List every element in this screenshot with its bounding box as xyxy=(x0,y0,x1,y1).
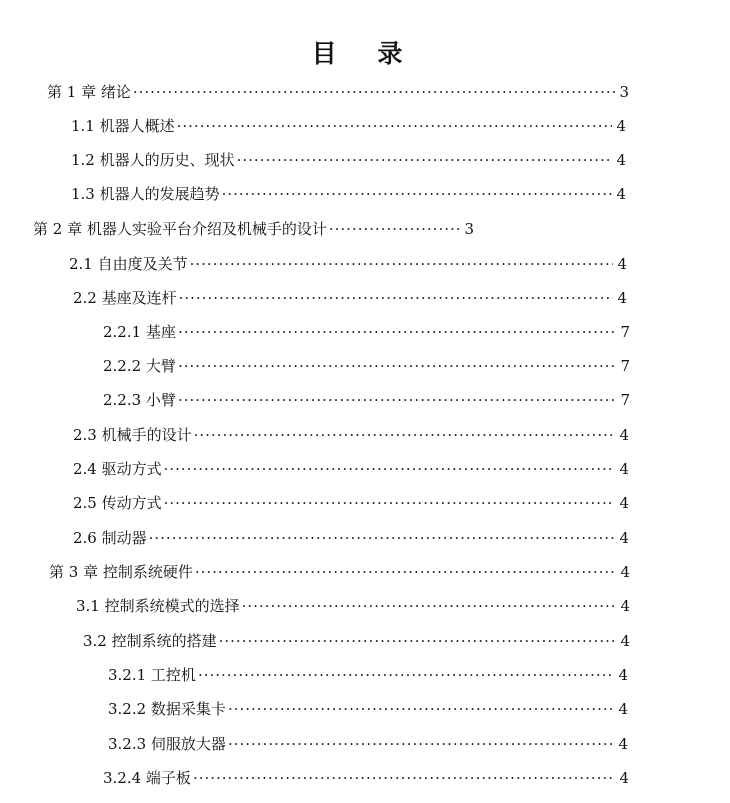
toc-entry-3-2-2[interactable] xyxy=(108,698,628,720)
toc-entry-label: 3.2 控制系统的搭建 xyxy=(83,632,217,650)
toc-entry-page: 7 xyxy=(620,357,630,375)
toc-entry-1-2[interactable] xyxy=(71,149,626,171)
toc-entry-label: 3.1 控制系统模式的选择 xyxy=(76,597,240,615)
toc-entry-chapter-3[interactable] xyxy=(49,561,630,583)
toc-entry-page: 4 xyxy=(618,700,628,718)
toc-entry-label: 2.6 制动器 xyxy=(73,529,147,547)
toc-leader-dots xyxy=(164,492,615,514)
toc-entry-page: 4 xyxy=(618,666,628,684)
toc-entry-label: 2.2 基座及连杆 xyxy=(73,289,177,307)
toc-leader-dots xyxy=(228,733,614,755)
toc-entry-label: 2.4 驱动方式 xyxy=(73,460,162,478)
toc-entry-page: 4 xyxy=(616,117,626,135)
toc-title: 目 录 xyxy=(311,39,419,68)
toc-entry-page: 4 xyxy=(619,494,629,512)
toc-entry-label: 3.2.3 伺服放大器 xyxy=(108,735,226,753)
toc-entry-2-1[interactable] xyxy=(69,253,627,275)
toc-entry-1-1[interactable] xyxy=(71,115,626,137)
toc-leader-dots xyxy=(177,115,612,137)
toc-entry-page: 4 xyxy=(616,185,626,203)
toc-leader-dots xyxy=(222,183,612,205)
toc-entry-page: 4 xyxy=(619,529,629,547)
toc-entry-3-1[interactable] xyxy=(76,595,630,617)
toc-entry-label: 第 1 章 绪论 xyxy=(47,83,131,101)
toc-entry-1-3[interactable] xyxy=(71,183,626,205)
toc-entry-label: 3.2.1 工控机 xyxy=(108,666,196,684)
toc-entry-page: 4 xyxy=(617,255,627,273)
toc-entry-label: 2.5 传动方式 xyxy=(73,494,162,512)
toc-entry-2-2-1[interactable] xyxy=(103,321,630,343)
toc-entry-2-6[interactable] xyxy=(73,527,629,549)
toc-entry-page: 4 xyxy=(620,597,630,615)
toc-entry-label: 2.3 机械手的设计 xyxy=(73,426,192,444)
toc-entry-2-3[interactable] xyxy=(73,424,629,446)
toc-entry-page: 3 xyxy=(619,83,629,101)
toc-entry-label: 1.2 机器人的历史、现状 xyxy=(71,151,235,169)
toc-leader-dots xyxy=(329,218,460,240)
toc-entry-page: 4 xyxy=(619,426,629,444)
toc-entry-2-2-3[interactable] xyxy=(103,389,630,411)
toc-entry-3-2[interactable] xyxy=(83,630,630,652)
toc-entry-page: 4 xyxy=(619,460,629,478)
toc-leader-dots xyxy=(193,767,615,789)
toc-entry-label: 3.2.2 数据采集卡 xyxy=(108,700,226,718)
toc-leader-dots xyxy=(179,287,613,309)
toc-entry-2-4[interactable] xyxy=(73,458,629,480)
toc-entry-label: 第 3 章 控制系统硬件 xyxy=(49,563,193,581)
toc-leader-dots xyxy=(164,458,615,480)
toc-leader-dots xyxy=(198,664,614,686)
toc-leader-dots xyxy=(178,321,616,343)
toc-leader-dots xyxy=(178,355,616,377)
toc-leader-dots xyxy=(237,149,612,171)
toc-entry-2-2-2[interactable] xyxy=(103,355,630,377)
toc-entry-label: 1.3 机器人的发展趋势 xyxy=(71,185,220,203)
toc-entry-page: 4 xyxy=(620,632,630,650)
toc-entry-page: 4 xyxy=(618,735,628,753)
toc-leader-dots xyxy=(178,389,616,411)
toc-entry-label: 2.1 自由度及关节 xyxy=(69,255,188,273)
toc-entry-page: 7 xyxy=(620,323,630,341)
toc-entry-label: 2.2.2 大臂 xyxy=(103,357,176,375)
toc-entry-label: 2.2.1 基座 xyxy=(103,323,176,341)
toc-leader-dots xyxy=(194,424,615,446)
toc-leader-dots xyxy=(190,253,613,275)
toc-entry-page: 7 xyxy=(620,391,630,409)
toc-entry-chapter-1[interactable] xyxy=(47,81,629,103)
toc-entry-page: 3 xyxy=(464,220,474,238)
toc-entry-2-5[interactable] xyxy=(73,492,629,514)
toc-entry-chapter-2[interactable] xyxy=(33,218,474,240)
toc-entry-label: 3.2.4 端子板 xyxy=(103,769,191,787)
toc-leader-dots xyxy=(242,595,616,617)
toc-leader-dots xyxy=(195,561,616,583)
toc-entry-3-2-4[interactable] xyxy=(103,767,629,789)
toc-entry-3-2-1[interactable] xyxy=(108,664,628,686)
toc-leader-dots xyxy=(149,527,615,549)
toc-entry-label: 2.2.3 小臂 xyxy=(103,391,176,409)
toc-entry-label: 第 2 章 机器人实验平台介绍及机械手的设计 xyxy=(33,220,327,238)
toc-entry-label: 1.1 机器人概述 xyxy=(71,117,175,135)
toc-entry-2-2[interactable] xyxy=(73,287,627,309)
toc-entry-3-2-3[interactable] xyxy=(108,733,628,755)
toc-leader-dots xyxy=(219,630,616,652)
toc-leader-dots xyxy=(133,81,615,103)
toc-entry-page: 4 xyxy=(617,289,627,307)
toc-leader-dots xyxy=(228,698,614,720)
toc-entry-page: 4 xyxy=(619,769,629,787)
toc-entry-page: 4 xyxy=(616,151,626,169)
toc-entry-page: 4 xyxy=(620,563,630,581)
